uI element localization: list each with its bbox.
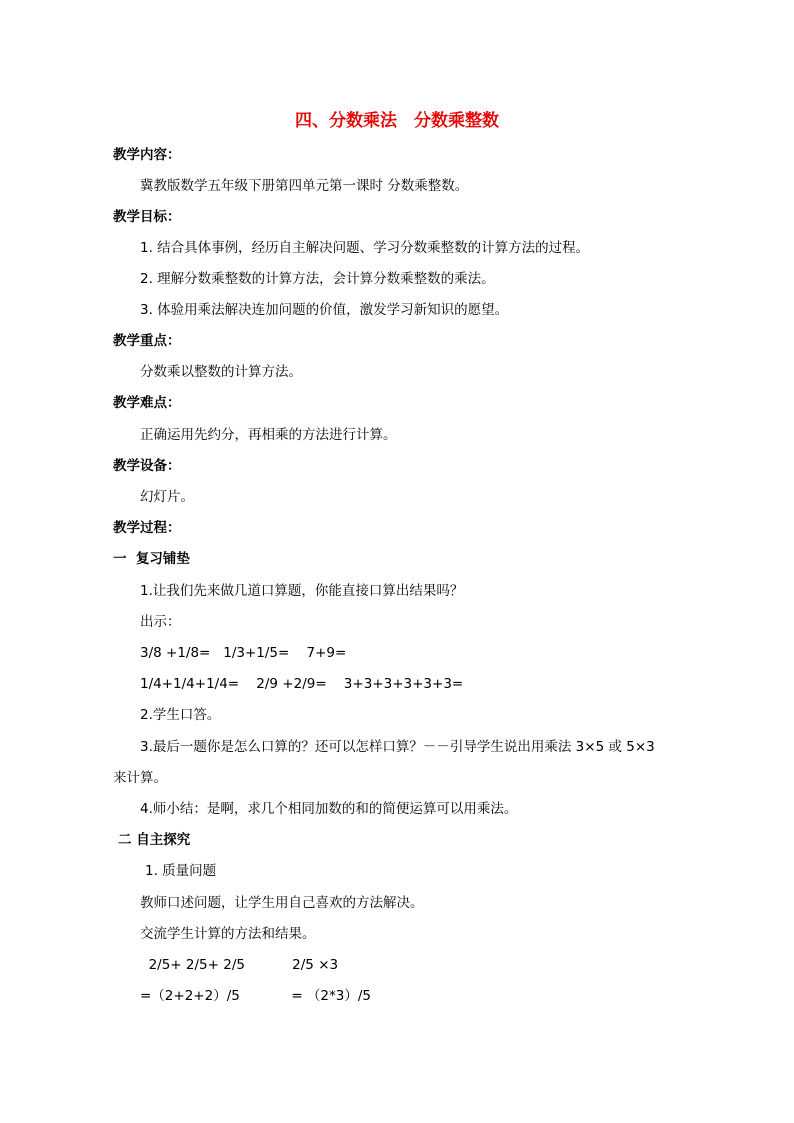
equipment-text: 幻灯片。 — [140, 489, 194, 505]
goal-item: 2. 理解分数乘整数的计算方法，会计算分数乘整数的乘法。 — [140, 271, 495, 287]
page-title: 四、分数乘法 分数乘整数 — [295, 111, 499, 131]
calculation-line: 3/8 +1/8= 1/3+1/5= 7+9= — [140, 645, 347, 661]
calculation-line: 2/5+ 2/5+ 2/5 2/5 ×3 — [140, 957, 339, 973]
section1-item-continuation: 来计算。 — [113, 770, 167, 786]
calculation-line: =（2+2+2）/5 = （2*3）/5 — [140, 988, 372, 1004]
section2-heading: 二 自主探究 — [118, 832, 191, 848]
section1-show-label: 出示： — [140, 614, 181, 630]
key-text: 分数乘以整数的计算方法。 — [140, 364, 302, 380]
process-heading: 教学过程： — [113, 520, 181, 536]
difficulty-text: 正确运用先约分，再相乘的方法进行计算。 — [140, 427, 397, 443]
section2-text: 交流学生计算的方法和结果。 — [140, 926, 316, 942]
calculation-line: 1/4+1/4+1/4= 2/9 +2/9= 3+3+3+3+3+3= — [140, 676, 464, 692]
section1-heading: 一 复习铺垫 — [113, 551, 190, 567]
section1-item: 2.学生口答。 — [140, 707, 221, 723]
section2-text: 教师口述问题，让学生用自己喜欢的方法解决。 — [140, 895, 424, 911]
section2-item: 1. 质量问题 — [145, 863, 217, 879]
goal-item: 1. 结合具体事例，经历自主解决问题、学习分数乘整数的计算方法的过程。 — [140, 240, 590, 256]
goals-heading: 教学目标： — [113, 209, 181, 225]
difficulty-heading: 教学难点： — [113, 395, 181, 411]
section1-item: 3.最后一题你是怎么口算的？还可以怎样口算？－－引导学生说出用乘法 3×5 或 5×3 — [140, 739, 655, 755]
goal-item: 3. 体验用乘法解决连加问题的价值，激发学习新知识的愿望。 — [140, 302, 509, 318]
section1-item: 4.师小结：是啊，求几个相同加数的和的简便运算可以用乘法。 — [140, 801, 518, 817]
content-heading: 教学内容： — [113, 147, 181, 163]
section1-item: 1.让我们先来做几道口算题，你能直接口算出结果吗？ — [140, 583, 464, 599]
content-text: 冀教版数学五年级下册第四单元第一课时 分数乘整数。 — [140, 178, 469, 194]
key-heading: 教学重点： — [113, 333, 181, 349]
equipment-heading: 教学设备： — [113, 458, 181, 474]
